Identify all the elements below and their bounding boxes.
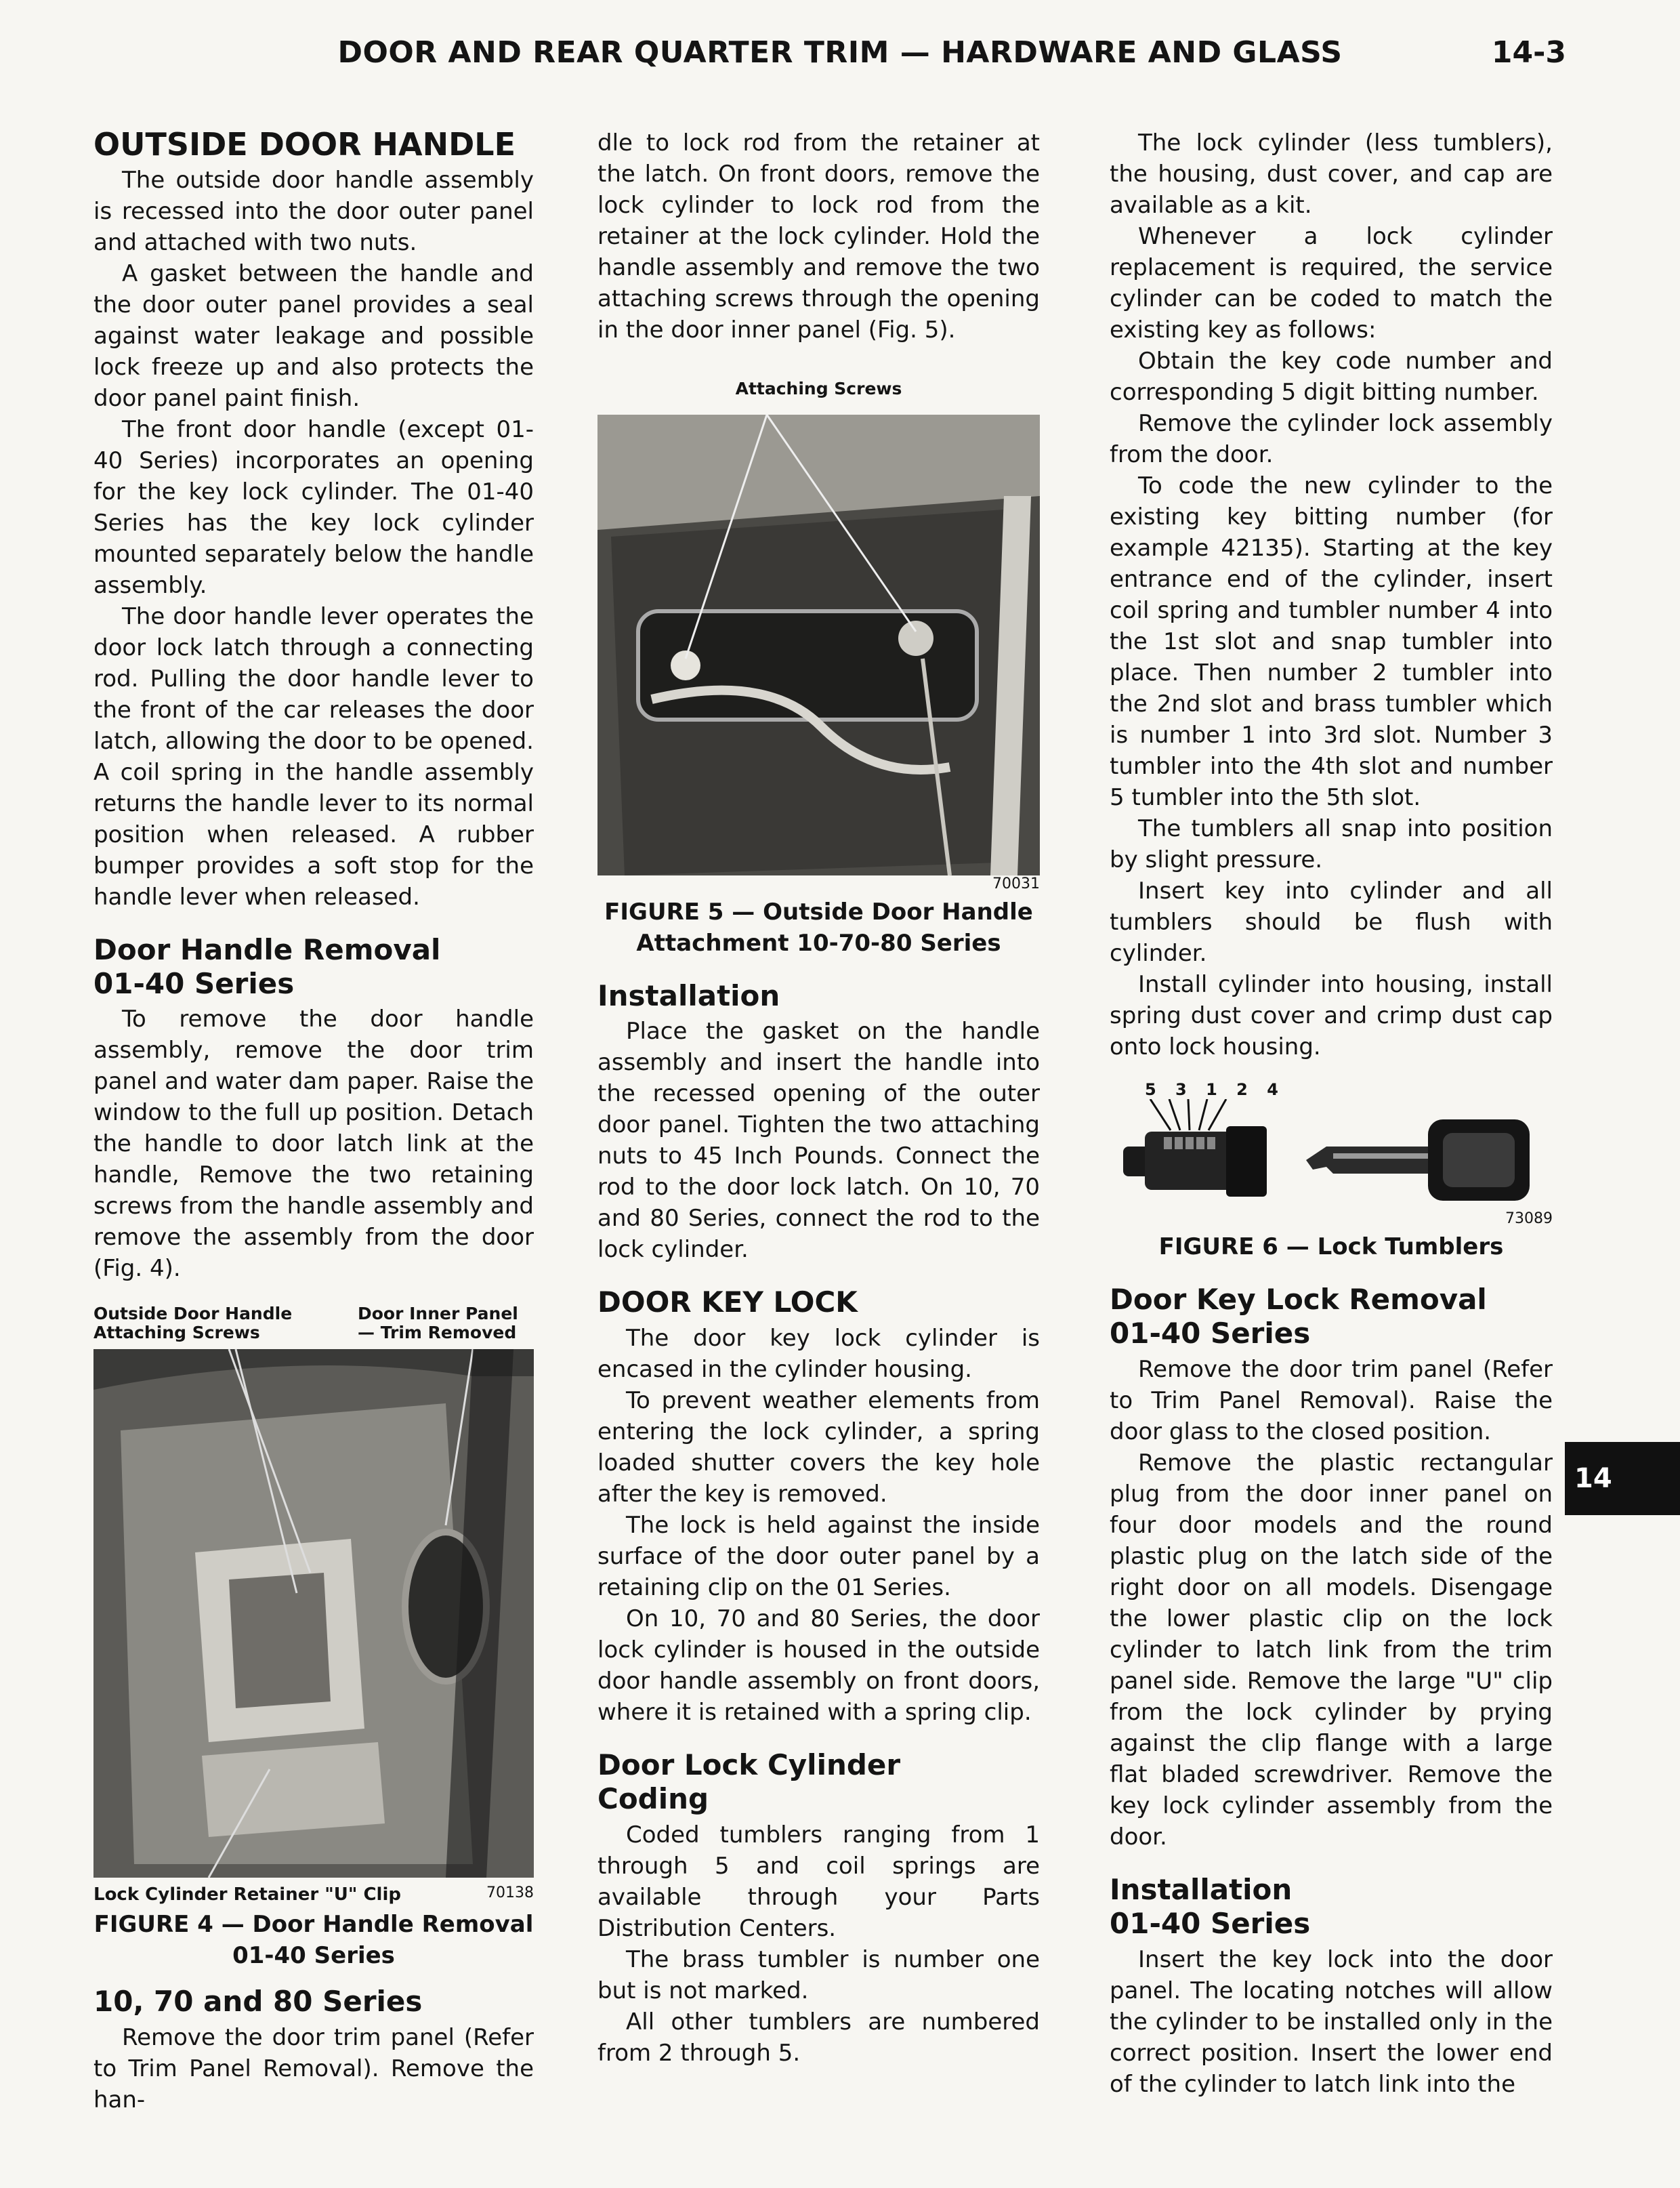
- figure-4-photo: [93, 1349, 534, 1878]
- paragraph: The door key lock cylinder is encased in the cylinder housing.: [597, 1324, 1040, 1383]
- figure-5-photo: [597, 415, 1040, 875]
- paragraph: The lock is held against the inside surface of the door outer panel by a retaining clip on the 01 Series.: [597, 1511, 1040, 1601]
- heading-installation-01-40: [1110, 1873, 1553, 1941]
- paragraph: Obtain the key code number and corresponding 5 digit bitting number.: [1110, 348, 1553, 406]
- column-1: [93, 127, 534, 2115]
- caption-line: Attachment 10-70-80 Series: [636, 930, 1001, 957]
- paragraph: Remove the plastic rectangular plug from the door inner panel on four door models and the round plastic plug on the latch side of the right door on all models. Disengage the lower plastic clip on the lock cylinder to latch link from the trim panel side. Remove the large "U" clip from the lock cylinder by prying against the clip flange with a large flat bladed screwdriver. Remove the key lock cylinder assembly from the door.: [1110, 1449, 1553, 1851]
- heading-text: Door Key Lock Removal: [1110, 1283, 1487, 1316]
- heading-text: Door Handle Removal: [93, 932, 441, 966]
- caption-line: 01-40 Series: [232, 1942, 395, 1970]
- paragraph: dle to lock rod from the retainer at the latch. On front doors, remove the lock cylinder to lock rod from the retainer at the lock cylinder. Hold the handle assembly and remove the two attaching screws through the opening in the door inner panel (Fig. 5).: [597, 129, 1040, 344]
- paragraph: The brass tumbler is number one but is not marked.: [597, 1945, 1040, 2004]
- paragraph: The lock cylinder (less tumblers), the housing, dust cover, and cap are available as a kit.: [1110, 129, 1553, 219]
- page-header-title: DOOR AND REAR QUARTER TRIM — HARDWARE AND GLASS: [337, 35, 1343, 70]
- heading-subtext: 01-40 Series: [1110, 1907, 1311, 1941]
- paragraph: To remove the door handle assembly, remove the door trim panel and water dam paper. Raise the window to the full up position. Detach the handle to door latch link at the handle, Remove the two retaining screws from the handle assembly and remove the assembly from the door (Fig. 4).: [93, 1006, 534, 1283]
- lock-tumblers-illustration: [1110, 1099, 1553, 1207]
- figure-5-number: 70031: [992, 875, 1040, 892]
- heading-door-key-lock: DOOR KEY LOCK: [597, 1285, 858, 1319]
- heading-text: Door Lock Cylinder: [597, 1748, 901, 1781]
- heading-text: Installation: [1110, 1872, 1293, 1906]
- heading-installation: Installation: [597, 979, 780, 1012]
- label-attaching-screws: Attaching Screws: [735, 379, 902, 398]
- door-handle-photo-illustration: [93, 1349, 534, 1878]
- column-2: [597, 127, 1040, 2069]
- paragraph: Install cylinder into housing, install spring dust cover and crimp dust cap onto lock housing.: [1110, 971, 1553, 1060]
- paragraph: Insert key into cylinder and all tumblers should be flush with cylinder.: [1110, 878, 1553, 967]
- section-tab: 14: [1565, 1442, 1680, 1515]
- figure-6-number: 73089: [1505, 1210, 1553, 1227]
- heading-subtext: Coding: [597, 1782, 709, 1816]
- paragraph: Remove the cylinder lock assembly from the door.: [1110, 410, 1553, 468]
- paragraph: The door handle lever operates the door lock latch through a connecting rod. Pulling the door handle lever to the front of the car releases the door latch, allowing the door to be opened. A coil spring in the handle assembly returns the handle lever to its normal position when released. A rubber bumper provides a soft stop for the handle lever when released.: [93, 602, 534, 911]
- label-lock-cylinder-retainer: Lock Cylinder Retainer "U" Clip: [93, 1884, 401, 1905]
- paragraph: The outside door handle assembly is recessed into the door outer panel and attached with two nuts.: [93, 166, 534, 256]
- label-outside-door-handle-screws: Outside Door Handle Attaching Screws: [93, 1304, 293, 1343]
- paragraph: Insert the key lock into the door panel. The locating notches will allow the cylinder to be installed only in the correct position. Insert the lower end of the cylinder to latch link into the: [1110, 1945, 1553, 2098]
- figure-6-caption: FIGURE 6 — Lock Tumblers: [1158, 1233, 1504, 1260]
- figure-6: [1110, 1080, 1553, 1262]
- paragraph: Remove the door trim panel (Refer to Trim Panel Removal). Raise the door glass to the closed position.: [1110, 1355, 1553, 1445]
- figure-4: [93, 1304, 534, 1971]
- figure-4-top-labels: [93, 1304, 534, 1342]
- figure-5-top-label: [597, 379, 1040, 398]
- paragraph: Remove the door trim panel (Refer to Trim Panel Removal). Remove the han-: [93, 2023, 534, 2113]
- heading-subtext: 01-40 Series: [93, 966, 295, 1000]
- figure-5: [597, 379, 1040, 959]
- heading-door-lock-cylinder-coding: [597, 1748, 1040, 1817]
- page-number: 14-3: [1491, 35, 1566, 70]
- caption-line: FIGURE 4 — Door Handle Removal: [93, 1911, 534, 1939]
- paragraph: The tumblers all snap into position by slight pressure.: [1110, 815, 1553, 873]
- column-3: [1110, 127, 1553, 2100]
- paragraph: To code the new cylinder to the existing key bitting number (for example 42135). Starting at the key entrance end of the cylinder, insert coil spring and tumbler number 4 into the 1st slot and snap tumbler into place. Then number 2 tumbler into the 2nd slot and brass tumbler which is number 1 into 3rd slot. Number 3 tumbler into the 4th slot and number 5 tumbler into the 5th slot.: [1110, 472, 1553, 811]
- heading-outside-door-handle: OUTSIDE DOOR HANDLE: [93, 126, 516, 163]
- tumbler-numbers: 5 3 1 2 4: [1145, 1080, 1285, 1099]
- paragraph: A gasket between the handle and the door outer panel provides a seal against water leakage and possible lock freeze up and also protects the door panel paint finish.: [93, 260, 534, 412]
- paragraph: Place the gasket on the handle assembly and insert the handle into the recessed opening of the outer door panel. Tighten the two attaching nuts to 45 Inch Pounds. Connect the rod to the door lock latch. On 10, 70 and 80 Series, connect the rod to the lock cylinder.: [597, 1018, 1040, 1264]
- label-door-inner-panel: Door Inner Panel — Trim Removed: [358, 1304, 518, 1343]
- paragraph: All other tumblers are numbered from 2 through 5.: [597, 2008, 1040, 2067]
- paragraph: On 10, 70 and 80 Series, the door lock cylinder is housed in the outside door handle assembly on front doors, where it is retained with a spring clip.: [597, 1605, 1040, 1726]
- caption-line: FIGURE 5 — Outside Door Handle: [604, 899, 1033, 926]
- handle-attachment-photo-illustration: [597, 415, 1040, 875]
- heading-door-handle-removal: [93, 933, 534, 1002]
- paragraph: Whenever a lock cylinder replacement is required, the service cylinder can be coded to match the existing key as follows:: [1110, 223, 1553, 344]
- figure-5-caption: [597, 896, 1040, 959]
- paragraph: The front door handle (except 01-40 Series) incorporates an opening for the key lock cylinder. The 01-40 Series has the key lock cylinder mounted separately below the handle assembly.: [93, 415, 534, 599]
- heading-10-70-80-series: 10, 70 and 80 Series: [93, 1985, 423, 2019]
- heading-door-key-lock-removal: [1110, 1283, 1553, 1351]
- paragraph: To prevent weather elements from entering the lock cylinder, a spring loaded shutter covers the key hole after the key is removed.: [597, 1386, 1040, 1508]
- figure-4-bottom-row: [93, 1884, 534, 1905]
- heading-subtext: 01-40 Series: [1110, 1317, 1311, 1350]
- figure-4-caption: [93, 1909, 534, 1971]
- paragraph: Coded tumblers ranging from 1 through 5 and coil springs are available through your Parts Distribution Centers.: [597, 1821, 1040, 1942]
- figure-4-number: 70138: [486, 1884, 534, 1902]
